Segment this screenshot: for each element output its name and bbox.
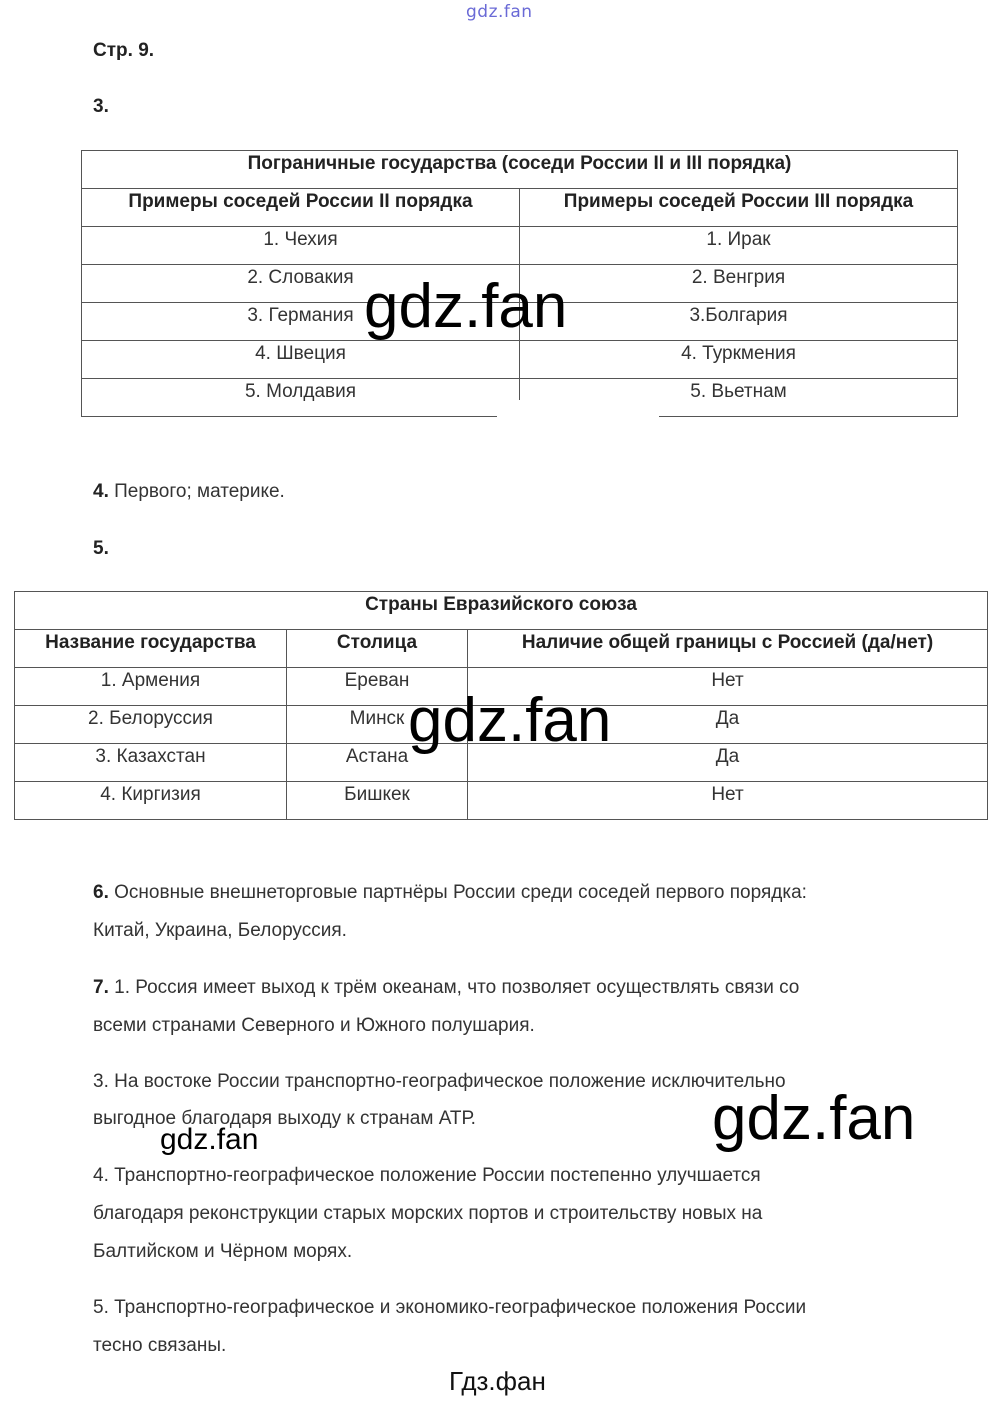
table-title-row	[82, 151, 958, 189]
task-4	[93, 482, 285, 502]
task-4-text: Первого; материке.	[114, 481, 285, 502]
watermark: gdz.fan	[712, 1084, 916, 1153]
table-title-row	[15, 592, 988, 630]
table-cell: 2. Венгрия	[520, 265, 958, 303]
table-row	[82, 227, 958, 265]
watermark: gdz.fan	[364, 272, 568, 341]
column-divider	[519, 383, 520, 399]
table-cell: 5. Вьетнам	[520, 379, 958, 417]
watermark: gdz.fan	[408, 686, 612, 755]
task-7-item-1-line-2: всеми странами Северного и Южного полушария.	[93, 1015, 535, 1036]
task-7-item-4-line-2: благодаря реконструкции старых морских портов и строительству новых на	[93, 1203, 763, 1224]
border-gap	[497, 400, 659, 424]
task-7-item-4-line-3: Балтийском и Чёрном морях.	[93, 1241, 353, 1262]
table-cell: 1. Чехия	[82, 227, 520, 265]
task-6-number: 6.	[93, 882, 109, 903]
table-cell: Да	[468, 706, 988, 744]
table-header-row	[15, 630, 988, 668]
task-7-item-4-line-1: 4. Транспортно-географическое положение России постепенно улучшается	[93, 1165, 761, 1186]
table-row	[15, 782, 988, 820]
watermark: gdz.fan	[160, 1123, 259, 1156]
table-cell: Бишкек	[287, 782, 468, 820]
table-cell: Астана	[287, 744, 468, 782]
column-header: Примеры соседей России III порядка	[520, 189, 958, 227]
table-title: Страны Евразийского союза	[15, 592, 988, 630]
task-4-number: 4.	[93, 481, 109, 502]
table-cell: Да	[468, 744, 988, 782]
table-cell: 3. Германия	[82, 303, 520, 341]
column-header: Столица	[287, 630, 468, 668]
site-watermark-top: gdz.fan	[466, 2, 533, 22]
task-7-item-5-line-1: 5. Транспортно-географическое и экономико-географическое положения России	[93, 1297, 807, 1318]
table-cell: 4. Киргизия	[15, 782, 287, 820]
table-cell: 2. Словакия	[82, 265, 520, 303]
table-cell: 3.Болгария	[520, 303, 958, 341]
task-7-item-3-line-1: 3. На востоке России транспортно-географическое положение исключительно	[93, 1071, 786, 1092]
table-cell: 5. Молдавия	[82, 379, 520, 417]
table-cell: Минск	[287, 706, 468, 744]
table-cell: 1. Армения	[15, 668, 287, 706]
table-cell: 4. Швеция	[82, 341, 520, 379]
task-7-item-5-line-2: тесно связаны.	[93, 1335, 227, 1356]
page-label: Стр. 9.	[93, 40, 155, 61]
task-7-item-1-text: 1. Россия имеет выход к трём океанам, что позволяет осуществлять связи со	[114, 977, 800, 998]
task-6-text: Основные внешнеторговые партнёры России среди соседей первого порядка:	[114, 882, 807, 903]
task-3-number: 3.	[93, 96, 109, 117]
task-5-number: 5.	[93, 538, 109, 559]
task-6-line-1	[93, 883, 807, 903]
task-7-item-1-line-1	[93, 978, 799, 998]
table-cell: Нет	[468, 668, 988, 706]
column-header: Примеры соседей России II порядка	[82, 189, 520, 227]
column-header: Наличие общей границы с Россией (да/нет)	[468, 630, 988, 668]
table-cell: 4. Туркмения	[520, 341, 958, 379]
table-cell: 3. Казахстан	[15, 744, 287, 782]
table-row	[82, 341, 958, 379]
table-title: Пограничные государства (соседи России II и III порядка)	[82, 151, 958, 189]
table-cell: 2. Белоруссия	[15, 706, 287, 744]
table-cell: 1. Ирак	[520, 227, 958, 265]
footer-watermark: Гдз.фан	[449, 1366, 546, 1396]
task-7-item-3-line-2: выгодное благодаря выходу к странам АТР.	[93, 1108, 476, 1129]
task-7-number: 7.	[93, 977, 109, 998]
table-header-row	[82, 189, 958, 227]
table-cell: Нет	[468, 782, 988, 820]
table-cell: Ереван	[287, 668, 468, 706]
task-6-line-2: Китай, Украина, Белоруссия.	[93, 920, 347, 941]
column-header: Название государства	[15, 630, 287, 668]
